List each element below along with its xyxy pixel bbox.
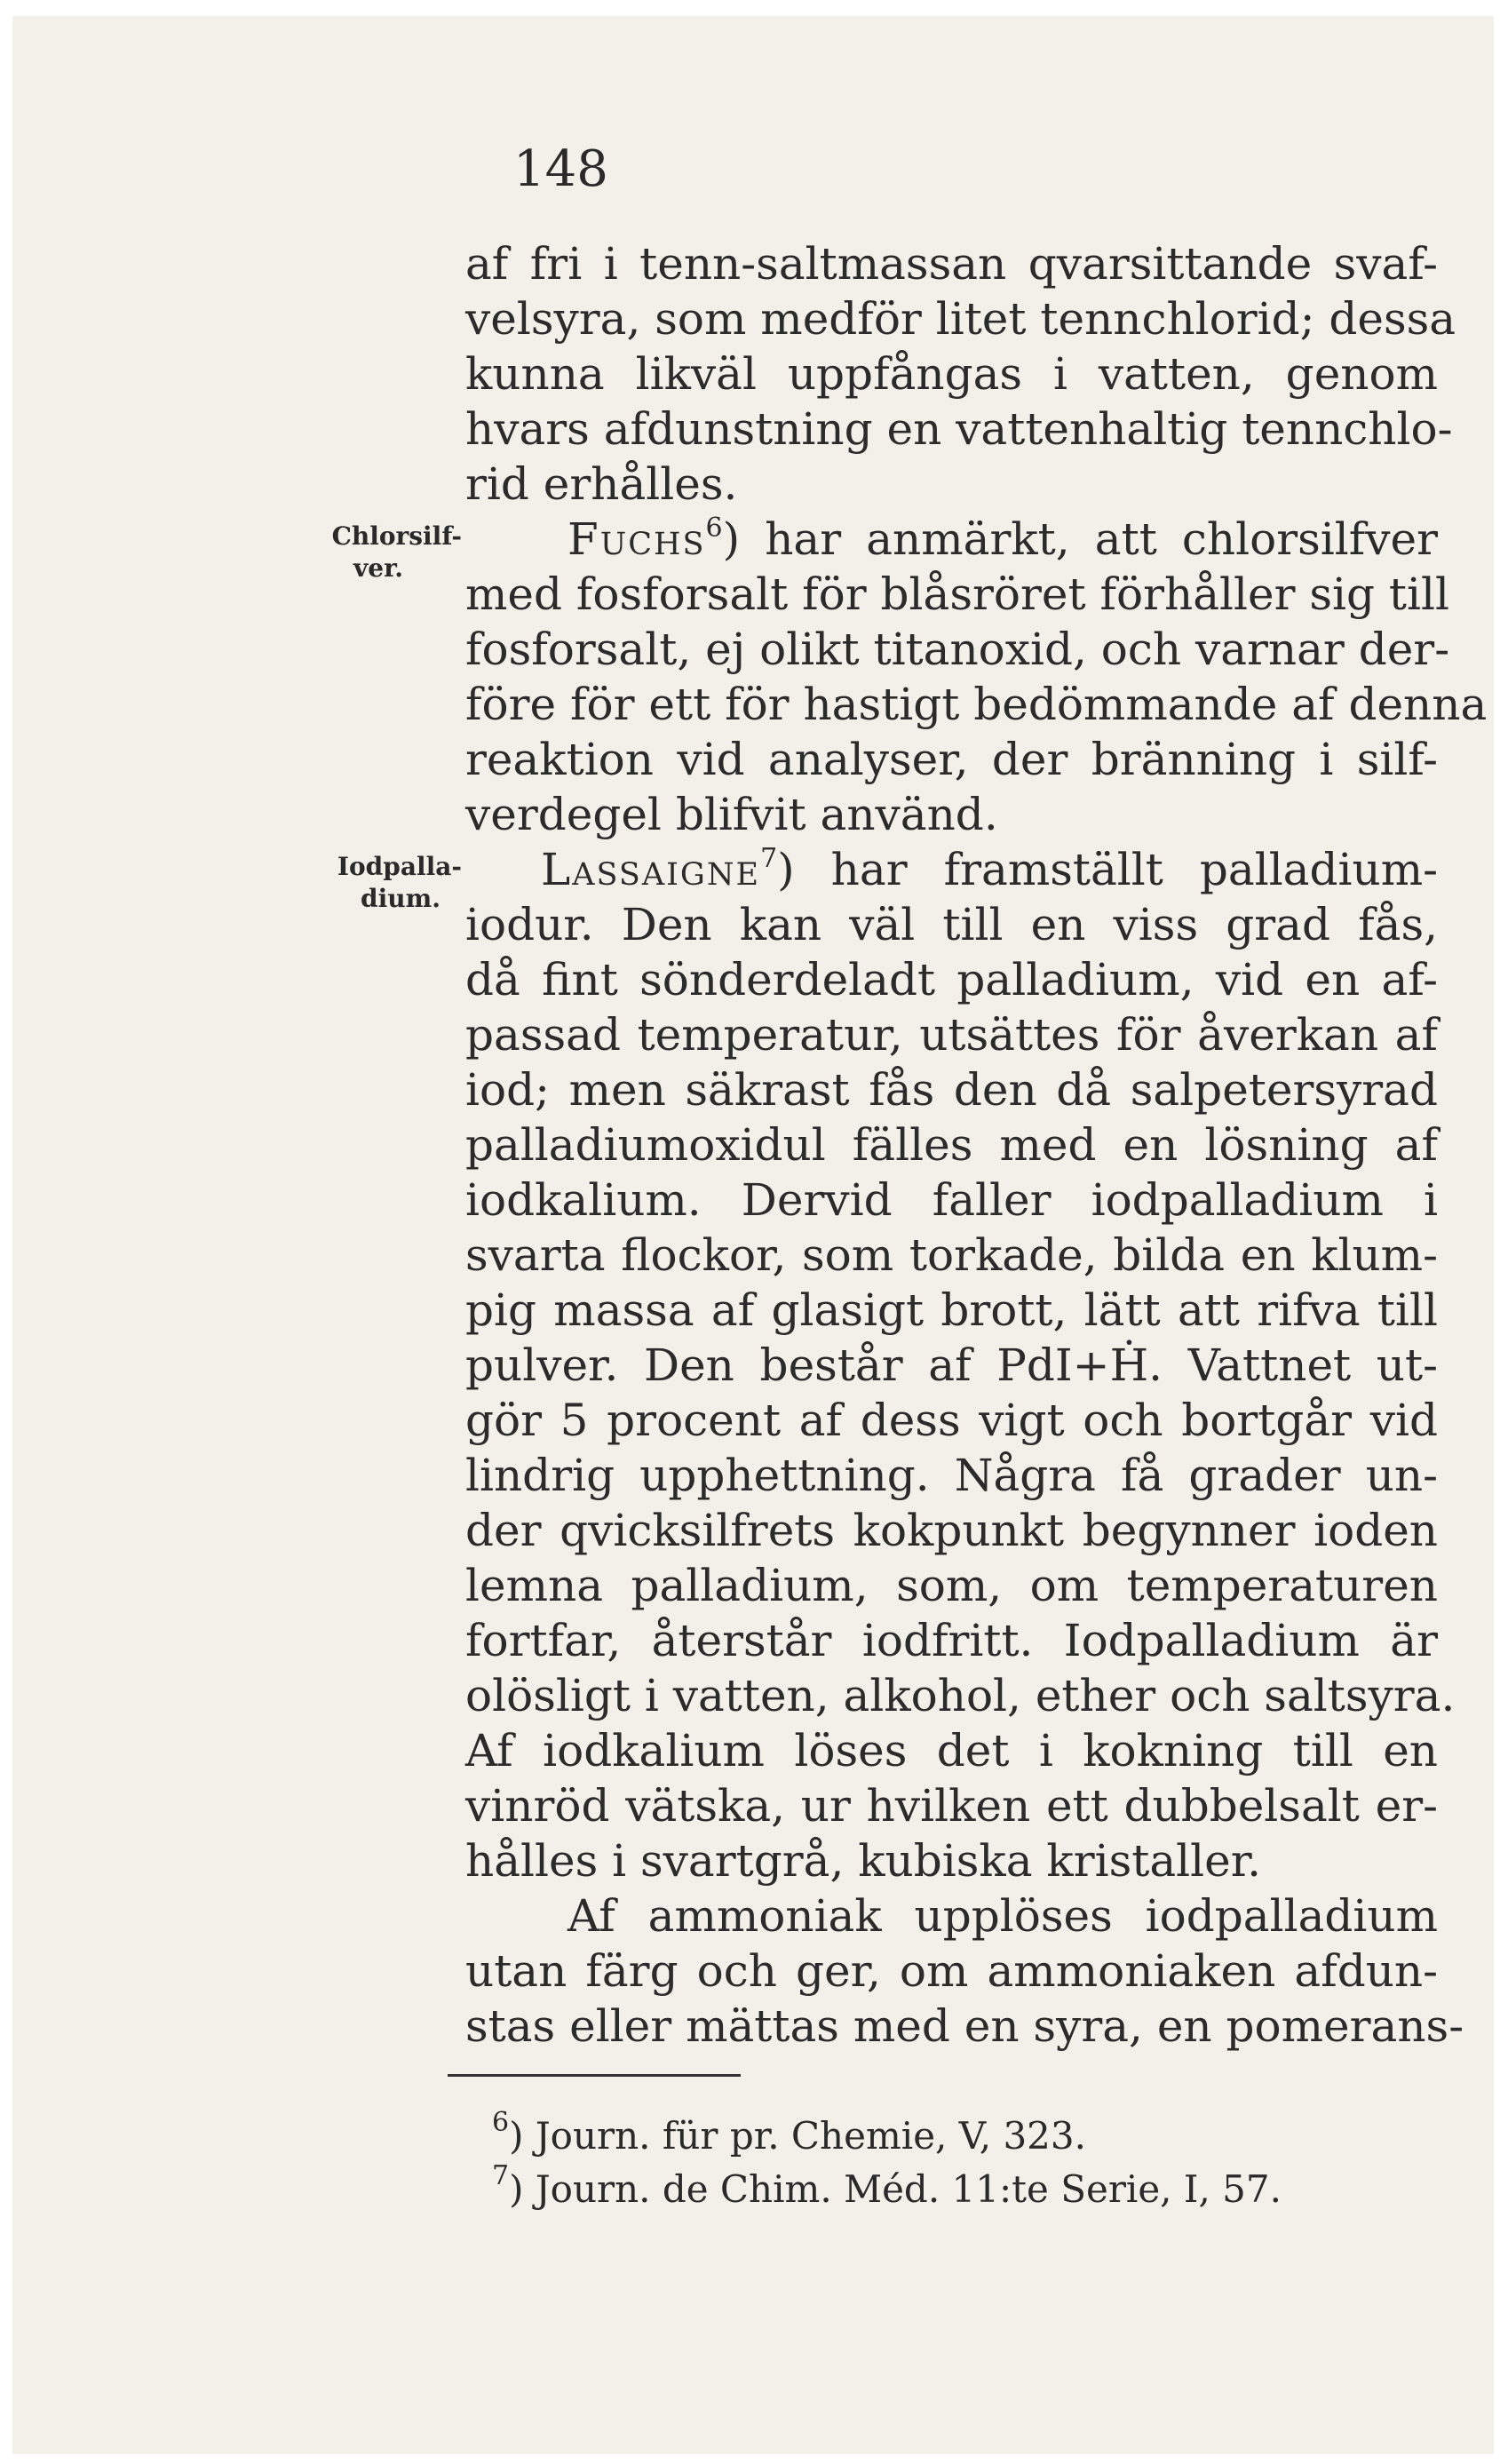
margin-note-iodpalladium <box>320 851 462 915</box>
text-line: stas eller mättas med en syra, en pomerans- <box>465 2000 1464 2052</box>
margin-note-line: Iodpalla- <box>337 852 462 881</box>
text-line: iodur. Den kan väl till en viss grad fås, <box>465 899 1438 950</box>
text-line: Af ammoniak upplöses iodpalladium <box>567 1890 1438 1942</box>
text-line: svarta flockor, som torkade, bilda en klum- <box>465 1229 1438 1281</box>
text-line: utan färg och ger, om ammoniaken afdun- <box>465 1945 1438 1997</box>
margin-note-line: dium. <box>361 884 440 913</box>
text-line: der qvicksilfrets kokpunkt begynner ioden <box>465 1505 1438 1556</box>
text-line: olösligt i vatten, alkohol, ether och saltsyra. <box>465 1670 1456 1721</box>
text-line: iod; men säkrast fås den då salpetersyrad <box>465 1064 1438 1116</box>
text-line: pulver. Den består af PdI+Ḣ. Vattnet ut- <box>465 1339 1438 1391</box>
author-name: Lassaigne <box>541 844 761 895</box>
text-line: velsyra, som medför litet tennchlorid; dessa <box>465 293 1456 345</box>
page <box>12 16 1494 2454</box>
text-line: passad temperatur, utsättes för åverkan af <box>465 1009 1438 1061</box>
page-number: 148 <box>513 140 608 198</box>
footnote-mark: 7 <box>492 2160 510 2191</box>
text-line: vinröd vätska, ur hvilken ett dubbelsalt er- <box>465 1780 1438 1832</box>
margin-note-line: ver. <box>353 553 404 583</box>
footnote-ref: 7 <box>760 843 778 874</box>
footnote-text: ) Journ. de Chim. Méd. 11:te Serie, I, 57. <box>509 2167 1282 2211</box>
text-line-fuchs <box>567 512 1438 567</box>
text-line: hålles i svartgrå, kubiska kristaller. <box>465 1835 1262 1887</box>
text-line-lassaigne <box>541 842 1438 897</box>
text-line: verdegel blifvit använd. <box>465 789 998 840</box>
text-line: pig massa af glasigt brott, lätt att rifva till <box>465 1284 1438 1336</box>
footnote-6 <box>492 2107 1086 2158</box>
text-line: hvars afdunstning en vattenhaltig tennchlo- <box>465 403 1453 455</box>
text-line: kunna likväl uppfångas i vatten, genom <box>465 348 1438 400</box>
text-line: med fosforsalt för blåsröret förhåller sig till <box>465 568 1449 620</box>
footnote-divider <box>448 2074 741 2077</box>
text-line: lemna palladium, som, om temperaturen <box>465 1560 1438 1611</box>
text-line: gör 5 procent af dess vigt och bortgår vid <box>465 1395 1438 1446</box>
text-line: fortfar, återstår iodfritt. Iodpalladium är <box>465 1615 1438 1666</box>
text-line: rid erhålles. <box>465 458 738 510</box>
text-line: reaktion vid analyser, der bränning i silf- <box>465 734 1438 785</box>
text-line: iodkalium. Dervid faller iodpalladium i <box>465 1174 1438 1226</box>
text-line: Af iodkalium löses det i kokning till en <box>465 1725 1438 1776</box>
text-line: fosforsalt, ej olikt titanoxid, och varnar der- <box>465 624 1450 675</box>
footnote-mark: 6 <box>492 2107 510 2138</box>
author-name: Fuchs <box>567 513 706 565</box>
footnote-text: ) Journ. für pr. Chemie, V, 323. <box>509 2114 1086 2158</box>
footnote-7 <box>492 2160 1282 2211</box>
text-fragment: ) har anmärkt, att chlorsilfver <box>722 513 1438 565</box>
text-fragment: ) har framställt palladium- <box>777 844 1438 895</box>
text-line: före för ett för hastigt bedömmande af denna <box>465 679 1488 730</box>
text-line: då fint sönderdeladt palladium, vid en af- <box>465 954 1438 1005</box>
margin-note-chlorsilfver <box>320 521 462 584</box>
footnote-ref: 6 <box>705 513 723 544</box>
text-line: af fri i tenn-saltmassan qvarsittande svaf- <box>465 238 1438 290</box>
text-line: palladiumoxidul fälles med en lösning af <box>465 1119 1438 1171</box>
margin-note-line: Chlorsilf- <box>331 521 462 551</box>
text-line: lindrig upphettning. Några få grader un- <box>465 1450 1438 1501</box>
